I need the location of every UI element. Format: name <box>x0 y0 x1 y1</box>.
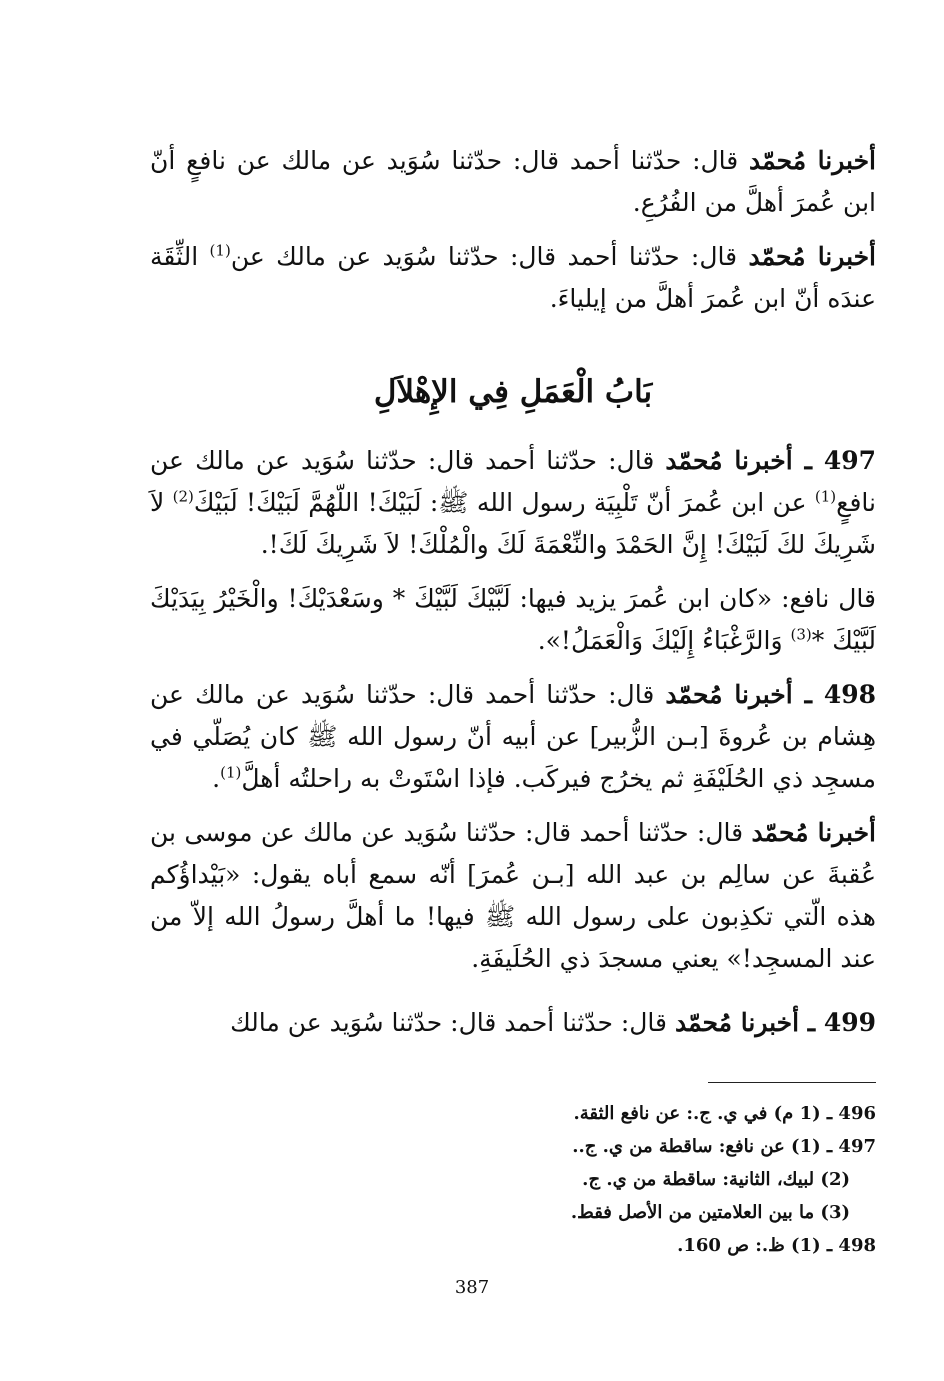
chapter-title: بَابُ الْعَمَلِ فِي الإِهْلاَلِ <box>373 374 653 410</box>
hadith-498 <box>150 674 876 800</box>
narration-text: لاَ شَرِيكَ لكَ لَبَيْكَ! إِنَّ الحَمْدَ والنِّعْمَةَ لَكَ والْمُلْكَ! لاَ شَرِيكَ لَكَ!. <box>150 488 876 559</box>
footnote-item: 497 ـ (1) عن نافع: ساقطة من ي. ج.. <box>572 1136 876 1157</box>
narration-lead: 497 ـ أخبرنا مُحمّد <box>665 446 877 475</box>
footnote-marker: (1) <box>220 763 242 782</box>
footnote-marker: (1) <box>814 487 837 506</box>
footnote-item: 498 ـ (1) ظ.: ص 160. <box>677 1235 876 1256</box>
hadith-499 <box>150 1002 876 1044</box>
hadith-paragraph <box>150 236 876 320</box>
narration-text: . <box>212 764 221 793</box>
narration-text: عن ابن عُمرَ أنّ تَلْبِيَة رسول الله ﷺ: لَبَيْكَ! اللّهُمَّ لَبَيْكَ! لَبَيْكَ <box>193 488 815 517</box>
narration-text: وَالرَّغْبَاءُ إِلَيْكَ وَالْعَمَلُ!». <box>537 626 791 655</box>
narration-lead: أخبرنا مُحمّد <box>751 818 876 847</box>
hadith-498-addition <box>150 812 876 980</box>
hadith-paragraph <box>150 140 876 224</box>
narration-text: الثِّقَة عندَه أنّ ابن عُمرَ أهلَّ من إيلياءَ. <box>150 242 876 313</box>
narration-text: قال: حدّثنا أحمد قال: حدّثنا سُوَيد عن مالك عن هِشام بن عُروةَ [بـن الزُّبير] عن أبيه أنّ رسول الله ﷺ كان يُصَلّي في مسجِد ذي الحُلَيْفَةِ ثم يخرُج فيركَب. فإذا اسْتَوتْ به راحلتُه أهلَّ <box>150 680 876 793</box>
footnote-item: 496 ـ (1 م) في ي. ج.: عن نافع الثقة. <box>573 1103 876 1124</box>
narration-text: قال: حدّثنا أحمد قال: حدّثنا سُوَيد عن مالك عن <box>230 242 749 271</box>
footnote-marker: (1) <box>209 241 231 260</box>
hadith-497-addition <box>150 578 876 662</box>
footnote-divider <box>708 1082 876 1083</box>
narration-lead: 498 ـ أخبرنا مُحمّد <box>665 680 877 709</box>
footnote-item: (3) ما بين العلامتين من الأصل فقط. <box>570 1202 850 1223</box>
footnote-item: (2) لبيك، الثانية: ساقطة من ي. ج. <box>582 1169 850 1190</box>
narration-lead: أخبرنا مُحمّد <box>749 146 876 175</box>
footnote-marker: (3) <box>790 625 812 644</box>
narration-text: قال: حدّثنا أحمد قال: حدّثنا سُوَيد عن مالك عن نافعٍ <box>150 446 876 517</box>
narration-lead: أخبرنا مُحمّد <box>748 242 877 271</box>
footnote-marker: (2) <box>172 487 194 506</box>
narration-text: قال: حدّثنا أحمد قال: حدّثنا سُوَيد عن مالك عن نافعٍ أنّ ابن عُمرَ أهلَّ من الفُرُعِ. <box>150 146 876 217</box>
footnotes <box>150 1097 876 1262</box>
narration-text: قال: حدّثنا أحمد قال: حدّثنا سُوَيد عن مالك <box>230 1008 675 1037</box>
narration-text: قال نافع: «كان ابن عُمرَ يزيد فيها: لَبَّيْكَ لَبَّيْكَ * وسَعْدَيْكَ! والْخَيْرُ بِيَدَيْكَ لَبَّيْكَ * <box>150 584 876 655</box>
narration-lead: 499 ـ أخبرنا مُحمّد <box>674 1008 876 1037</box>
hadith-497 <box>150 440 876 566</box>
page-number: 387 <box>454 1277 490 1298</box>
narration-text: قال: حدّثنا أحمد قال: حدّثنا سُوَيد عن مالك عن موسى بن عُقبةَ عن سالِم بن عبد الله [بـن عُمرَ] أنّه سمع أباه يقول: «بَيْداؤُكم هذه الّتي تكذِبون على رسول الله ﷺ فيها! ما أهلَّ رسولُ الله إلاّ من عند المسجِد!» يعني مسجدَ ذي الحُلَيفَةِ. <box>150 818 876 973</box>
